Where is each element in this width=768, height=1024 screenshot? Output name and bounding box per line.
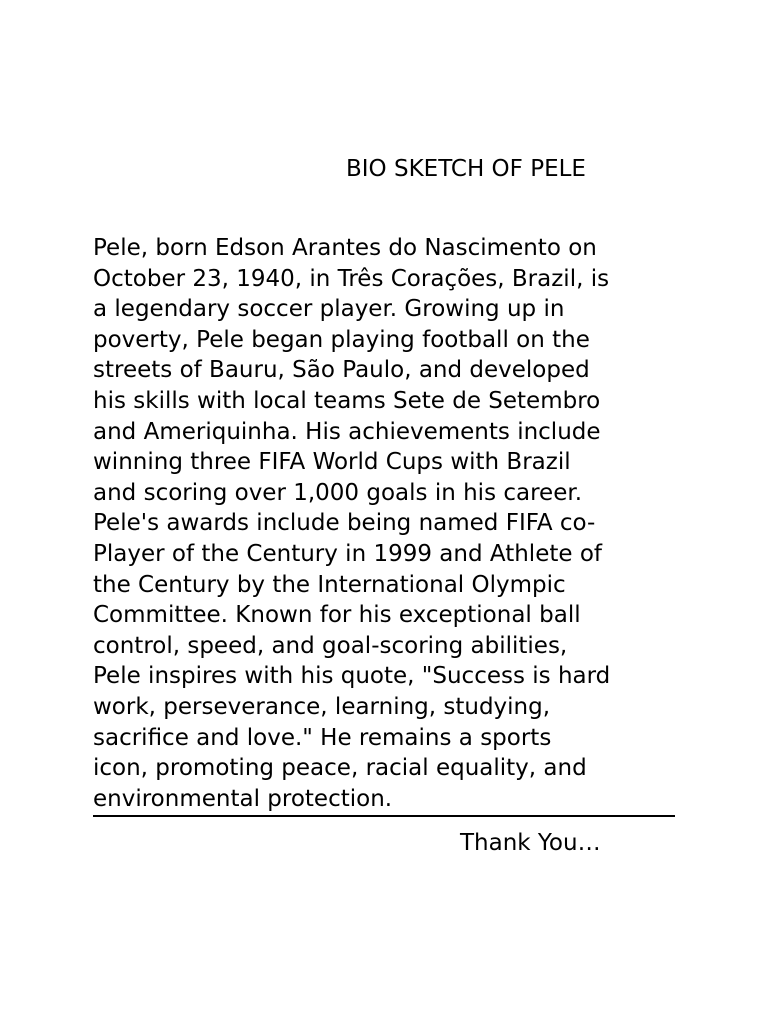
- body-line: Player of the Century in 1999 and Athlete of: [93, 540, 602, 567]
- horizontal-rule: [93, 815, 675, 817]
- body-line: environmental protection.: [93, 785, 393, 812]
- body-line: and Ameriquinha. His achievements include: [93, 418, 601, 445]
- body-line: his skills with local teams Sete de Setembro: [93, 387, 601, 414]
- body-line: a legendary soccer player. Growing up in: [93, 296, 565, 323]
- body-line: Pele inspires with his quote, "Success is hard: [93, 663, 611, 690]
- body-line: icon, promoting peace, racial equality, and: [93, 755, 587, 782]
- body-line: the Century by the International Olympic: [93, 571, 566, 598]
- closing-text: Thank You…: [460, 830, 601, 856]
- body-line: winning three FIFA World Cups with Brazil: [93, 449, 571, 476]
- body-line: Pele's awards include being named FIFA co-: [93, 510, 596, 537]
- body-line: work, perseverance, learning, studying,: [93, 693, 551, 720]
- body-paragraph: [93, 233, 675, 814]
- document-title: BIO SKETCH OF PELE: [346, 156, 586, 182]
- body-line: sacrifice and love." He remains a sports: [93, 724, 552, 751]
- body-line: Committee. Known for his exceptional ball: [93, 602, 581, 629]
- body-line: and scoring over 1,000 goals in his career.: [93, 479, 583, 506]
- body-line: poverty, Pele began playing football on the: [93, 326, 590, 353]
- body-line: Pele, born Edson Arantes do Nascimento on: [93, 235, 597, 261]
- body-line: streets of Bauru, São Paulo, and developed: [93, 357, 590, 384]
- body-line: control, speed, and goal-scoring abilities,: [93, 632, 568, 659]
- body-line: October 23, 1940, in Três Corações, Brazil, is: [93, 265, 610, 292]
